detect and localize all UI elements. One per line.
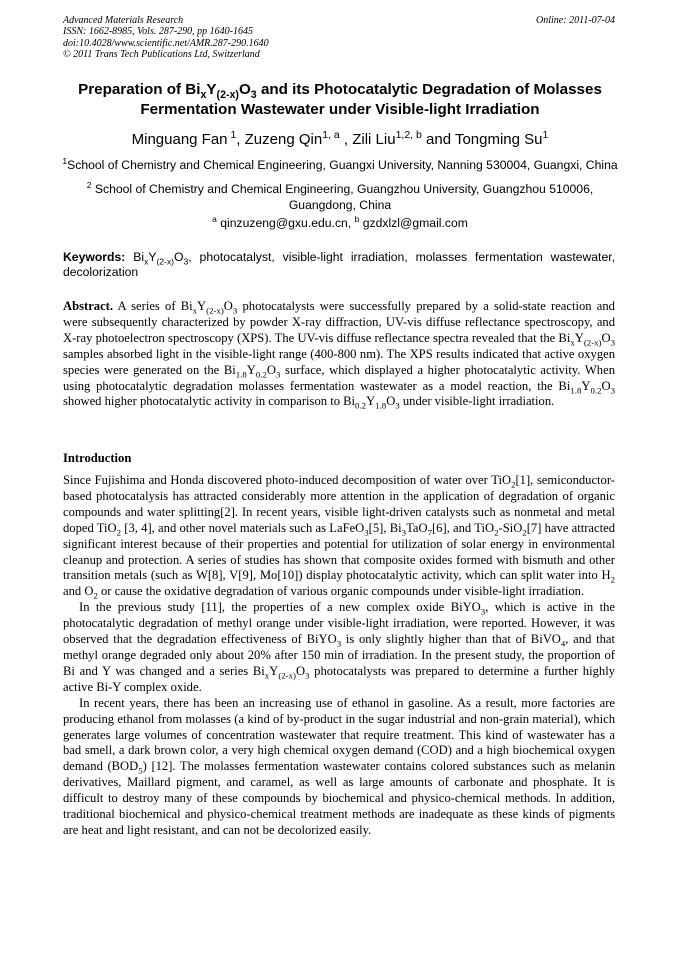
paper-title (40, 80, 640, 120)
keywords-text: Y (148, 250, 157, 264)
abstract-label: Abstract. (63, 299, 114, 313)
paragraph-text: and O (63, 584, 94, 599)
abstract-text: surface, which displayed a higher photocatalytic activity. When using photocatalytic degradation molasses fermentation wastewater as a model reaction, the Bi (63, 362, 615, 393)
abstract-text: O (223, 299, 233, 313)
paragraph-text: photocatalysts was prepared to determine a further highly active Bi-Y complex oxide. (63, 663, 615, 694)
formula-sub: 0.2 (590, 385, 602, 396)
keywords-text: , photocatalyst, visible-light irradiation, molasses fermentation wastewater, decolorization (63, 250, 615, 279)
abstract-text: photocatalysts were successfully prepared by a solid-state reaction and were subsequently characterized by powder X-ray diffraction, UV-vis diffuse reflectance spectroscopy, and X-ray photoelectron spectroscopy (XPS). The UV-vis diffuse reflectance spectra revealed that the Bi (63, 299, 615, 345)
affiliation-mark: 1 (62, 155, 68, 166)
abstract-text: Y (581, 378, 591, 393)
title-text: Preparation of Bi (78, 81, 201, 98)
abstract-text: Y (366, 394, 376, 409)
paragraph (63, 600, 615, 695)
affiliation-text: School of Chemistry and Chemical Engineering, Guangzhou University, Guangzhou 510006, Guangdong, China (91, 182, 594, 212)
paragraph-text: ) [12]. The molasses fermentation wastewater contains colored substances such as melanin derivatives, Maillard pigment, and caramel, as well as large amounts of carbonate and phosphate. It is difficult to destroy many of these compounds by biochemical and physico-chemical methods. In addition, traditional biochemical and physico-chemical treatment methods are inadequate as these kinds of pigments are heat and light resistant, and can not be decolorized easily. (63, 759, 615, 837)
abstract-text: A series of Bi (113, 299, 193, 313)
formula-sub: 0.2 (355, 400, 367, 411)
abstract-text: under visible-light irradiation. (399, 394, 555, 409)
email-address: gzdxlzl@gmail.com (359, 216, 468, 230)
paragraph-text: O (295, 663, 306, 678)
paragraph-text: -SiO (498, 520, 523, 535)
email-address: qinzuzeng@gxu.edu.cn, (216, 216, 355, 230)
author-affiliation-mark: 1, a (322, 129, 340, 141)
author-name: Tongming Su (454, 131, 543, 148)
formula-sub: 7 (427, 527, 432, 538)
formula-sub: 3 (395, 400, 400, 411)
title-sub: (2-x) (216, 89, 239, 102)
affiliation-mark: 2 (86, 179, 92, 190)
affiliation-2 (55, 181, 625, 213)
formula-sub: 1.8 (375, 400, 387, 411)
doi-line: doi:10.4028/www.scientific.net/AMR.287-290.1640 (63, 37, 269, 49)
journal-header (63, 15, 615, 61)
abstract-text: O (266, 362, 277, 377)
copyright-line: © 2011 Trans Tech Publications Ltd, Switzerland (63, 49, 260, 61)
paragraph-text: is only slightly higher than that of BiVO (341, 632, 561, 647)
formula-sub: x (144, 256, 149, 267)
abstract-text: samples absorbed light in the visible-light range (400-800 nm). The XPS results indicated that active oxygen species were generated on the Bi (63, 346, 615, 377)
formula-sub: 2 (494, 527, 499, 538)
email-mark: a (212, 213, 217, 224)
keywords-text: O (174, 250, 184, 264)
abstract-text: Y (246, 362, 256, 377)
paragraph-text: In the previous study [11], the properties of a new complex oxide BiYO (79, 600, 481, 615)
formula-sub: 2 (522, 527, 527, 538)
author-emails (55, 215, 625, 231)
abstract-text: O (386, 394, 396, 409)
author-name: Minguang Fan (131, 131, 228, 148)
paragraph-text: TaO (406, 520, 428, 535)
paragraph-text: [6], and TiO (431, 520, 495, 535)
author-separator: , (236, 131, 245, 148)
formula-sub: 0.2 (255, 369, 267, 380)
formula-sub: 4 (560, 638, 566, 649)
formula-sub: 3 (232, 305, 238, 316)
formula-sub: 1.8 (570, 385, 582, 396)
keywords-text: Bi (125, 250, 145, 264)
formula-sub: 3 (610, 337, 615, 348)
paragraph-text: [3, 4], and other novel materials such as LaFeO (121, 520, 365, 535)
author-name: Zili Liu (352, 131, 396, 148)
author-list (40, 131, 640, 149)
online-date: Online: 2011-07-04 (536, 15, 615, 26)
formula-sub: 3 (480, 606, 486, 617)
formula-sub: 1.8 (235, 369, 247, 380)
formula-sub: 3 (401, 527, 407, 538)
introduction-body (63, 473, 615, 839)
title-sub: 3 (250, 89, 257, 102)
abstract-text: O (601, 330, 611, 345)
formula-sub: 2 (93, 590, 98, 601)
email-mark: b (354, 213, 360, 224)
author-separator: , (339, 131, 353, 148)
affiliation-1 (55, 157, 625, 173)
keywords (63, 250, 615, 280)
abstract-text: Y (574, 330, 584, 345)
paragraph-text: or cause the oxidative degradation of various organic compounds under visible-light irradiation. (97, 584, 585, 599)
author-name: Zuzeng Qin (244, 131, 323, 148)
formula-sub: (2-x) (156, 256, 175, 267)
abstract-text: Y (197, 299, 207, 313)
formula-sub: 3 (610, 385, 615, 396)
paragraph-text: [5], Bi (368, 520, 402, 535)
formula-sub: 3 (336, 638, 342, 649)
paragraph-text: [7] have attracted significant interest because of their properties and potential for utilization of solar energy in environmental cleanup and protection. A series of studies has shown that composite oxides formed with bismuth and other transition metals (such as W[8], V[9], Mo[10]) display photocatalytic activity, which can split water into H (63, 520, 615, 583)
abstract (63, 299, 615, 410)
paragraph-text: In recent years, there has been an increasing use of ethanol in gasoline. As a result, more factories are producing ethanol from molasses (a kind of by-product in the sugar industrial and non-grain material), which generates large volumes of concentration wastewater that require treatment. This kind of wastewater has a bad smell, a dark brown color, a very high chemical oxygen demand (COD) and a high biochemical oxygen demand (BOD (63, 695, 615, 774)
abstract-text: O (601, 378, 611, 393)
author-affiliation-mark: 1 (227, 129, 237, 141)
formula-sub: 2 (610, 574, 615, 585)
section-heading-introduction: Introduction (63, 451, 132, 465)
formula-sub: (2-x) (206, 305, 224, 316)
formula-sub: 2 (511, 479, 516, 490)
author-affiliation-mark: 1,2, b (395, 129, 422, 141)
formula-sub: x (264, 670, 270, 681)
formula-sub: (2-x) (278, 670, 296, 681)
formula-sub: 5 (138, 765, 143, 776)
keywords-label: Keywords: (63, 250, 126, 264)
paragraph (63, 696, 615, 839)
abstract-text: showed higher photocatalytic activity in comparison to Bi (63, 394, 356, 409)
formula-sub: 3 (305, 670, 310, 681)
title-text: and its Photocatalytic Degradation of Molasses Fermentation Wastewater under Visible-light Irradiation (140, 81, 602, 118)
issn-line: ISSN: 1662-8985, Vols. 287-290, pp 1640-1645 (63, 26, 253, 38)
author-separator: and (421, 131, 455, 148)
formula-sub: (2-x) (583, 337, 602, 348)
formula-sub: x (570, 337, 575, 348)
formula-sub: 3 (276, 369, 281, 380)
formula-sub: 2 (116, 527, 122, 538)
title-text: Y (206, 81, 217, 98)
paragraph-text: [1], semiconductor- based photocatalysis has attracted considerably more attention in the application of degradation of organic compounds and water splitting[2]. In recent years, visible light-driven catalysts such as nonmetal and metal doped TiO (63, 473, 615, 535)
affiliation-text: School of Chemistry and Chemical Engineering, Guangxi University, Nanning 530004, Guangxi, China (67, 158, 618, 172)
paragraph-text: , and that methyl orange degraded only about 20% after 150 min of irradiation. In the present study, the proportion of Bi and Y was changed and a series Bi (63, 632, 615, 678)
formula-sub: x (192, 305, 198, 316)
paragraph (63, 473, 615, 600)
journal-name: Advanced Materials Research (63, 15, 184, 26)
title-text: O (238, 81, 251, 98)
author-affiliation-mark: 1 (542, 129, 549, 141)
title-sub: x (200, 89, 207, 102)
paragraph-text: , which is active in the photocatalytic degradation of methyl orange under visible-light irradiation, were reported. However, it was observed that the degradation effectiveness of BiYO (63, 600, 615, 647)
formula-sub: 3 (364, 527, 369, 538)
paragraph-text: Since Fujishima and Honda discovered photo-induced decomposition of water over TiO (63, 473, 512, 487)
formula-sub: 3 (183, 256, 189, 267)
paragraph-text: Y (269, 663, 279, 678)
